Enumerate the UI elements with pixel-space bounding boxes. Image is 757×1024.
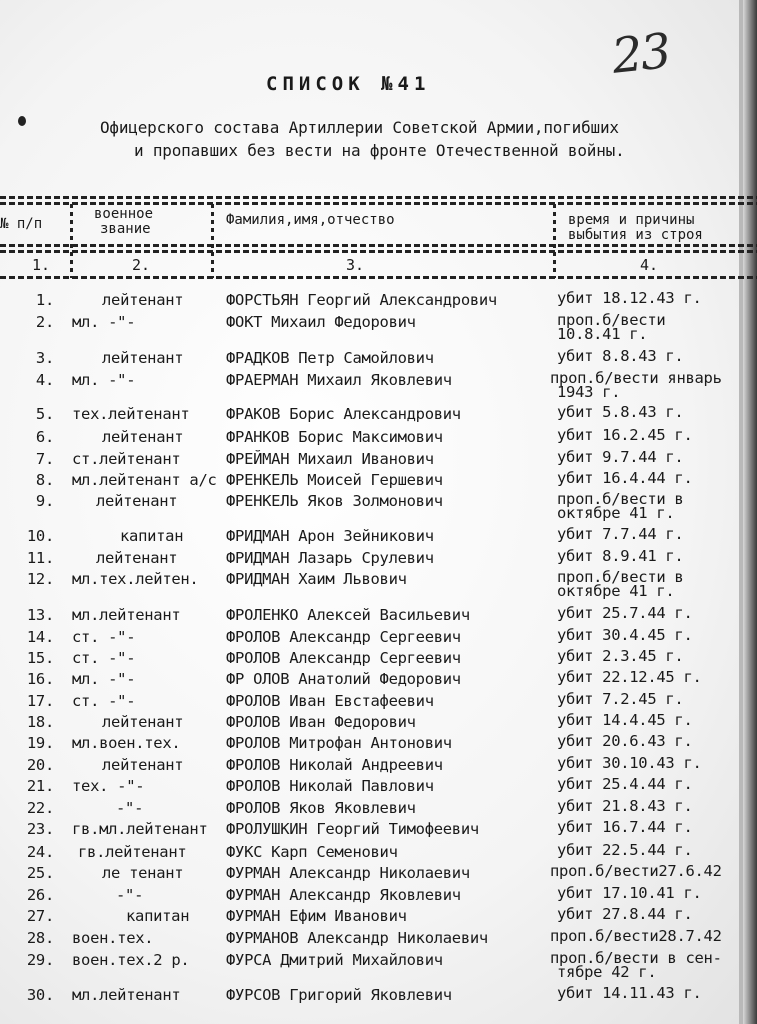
row-full-name: ФРОЛОВ Иван Евстафеевич [226,692,434,710]
column-separator-3 [553,204,556,278]
row-fate: убит 9.7.44 г. [557,448,684,466]
row-rank: мл.лейтенант [72,986,181,1004]
row-number: 29. [26,951,54,969]
list-row [0,606,757,626]
column-separator-1 [70,204,73,278]
row-full-name: ФРАНКОВ Борис Максимович [226,428,443,446]
row-rank: воен.тех. [72,929,154,947]
column-number-1: 1. [32,256,51,274]
row-rank: лейтенант [102,756,184,774]
list-row [0,670,757,690]
list-row [0,886,757,906]
row-rank: мл.тех.лейтен. [72,570,199,588]
row-full-name: ФРОЛОВ Яков Яковлевич [226,799,416,817]
row-fate-continued: октябре 41 г. [557,582,675,600]
row-full-name: ФРАЕРМАН Михаил Яковлевич [226,371,452,389]
row-rank: ле тенант [102,864,184,882]
list-row [0,734,757,754]
row-rank: лейтенант [102,428,184,446]
row-full-name: ФУРСА Дмитрий Михайлович [226,951,443,969]
handwritten-page-number: 23 [609,23,672,85]
row-full-name: ФРОЛОВ Иван Федорович [226,713,416,731]
list-row [0,692,757,712]
row-fate: убит 8.9.41 г. [557,547,684,565]
row-rank: лейтенант [102,349,184,367]
row-fate-continued: 1943 г. [557,383,621,401]
row-fate: убит 5.8.43 г. [557,403,684,421]
row-number: 23. [26,820,54,838]
row-full-name: ФУРСОВ Григорий Яковлевич [226,986,452,1004]
row-number: 18. [26,713,54,731]
list-row [0,777,757,797]
header-rule-mid [0,244,757,247]
row-fate: убит 8.8.43 г. [557,347,684,365]
row-rank: гв.мл.лейтенант [72,820,208,838]
row-number: 13. [26,606,54,624]
row-rank: ст. -"- [72,649,136,667]
row-fate: убит 2.3.45 г. [557,647,684,665]
row-fate: проп.б/вести28.7.42 [550,927,722,945]
row-fate: убит 27.8.44 г. [557,905,693,923]
row-fate: проп.б/вести в [557,490,684,508]
row-rank: воен.тех.2 р. [72,951,190,969]
list-row [0,843,757,863]
row-full-name: ФРИДМАН Лазарь Срулевич [226,549,434,567]
row-full-name: ФРАДКОВ Петр Самойлович [226,349,434,367]
row-full-name: ФРОЛОВ Николай Павлович [226,777,434,795]
row-number: 17. [26,692,54,710]
column-number-2: 2. [132,256,151,274]
row-full-name: ФРОЛОВ Александр Сергеевич [226,649,461,667]
list-row [0,349,757,369]
row-rank: капитан [126,907,190,925]
header-rank-line-1: военное [94,206,154,222]
row-number: 12. [26,570,54,588]
row-rank: мл. -"- [72,670,136,688]
list-row [0,568,757,600]
list-title: СПИСОК №41 [266,73,431,95]
row-full-name: ФРИДМАН Арон Зейникович [226,527,434,545]
list-row [0,649,757,669]
row-fate: убит 30.4.45 г. [557,626,693,644]
row-full-name: ФРОЛОВ Николай Андреевич [226,756,443,774]
list-row [0,291,757,311]
row-number: 16. [26,670,54,688]
row-full-name: ФОРСТЬЯН Георгий Александрович [226,291,497,309]
row-fate-continued: тябре 42 г. [557,963,657,981]
row-rank: гв.лейтенант [78,843,187,861]
header-rule-top [0,196,757,199]
row-number: 14. [26,628,54,646]
row-rank: ст. -"- [72,628,136,646]
list-row [0,820,757,840]
row-fate: убит 21.8.43 г. [557,797,693,815]
row-rank: -"- [116,886,144,904]
row-rank: тех. -"- [72,777,145,795]
row-rank: мл.лейтенант [72,606,181,624]
row-number: 3. [35,349,54,367]
list-row [0,907,757,927]
row-number: 6. [35,428,54,446]
list-row [0,713,757,733]
row-fate: убит 25.7.44 г. [557,604,693,622]
row-fate: проп.б/вести в сен- [550,949,722,967]
list-row [0,450,757,470]
row-rank: мл. -"- [72,313,136,331]
row-rank: ст.лейтенант [72,450,181,468]
row-rank: капитан [120,527,184,545]
column-number-3: 3. [346,256,365,274]
row-full-name: ФОКТ Михаил Федорович [226,313,416,331]
row-full-name: ФРЕНКЕЛЬ Моисей Гершевич [226,471,443,489]
row-number: 27. [26,907,54,925]
list-row [0,369,757,401]
row-fate: убит 16.2.45 г. [557,426,693,444]
row-rank: мл.воен.тех. [72,734,181,752]
header-fate-line-2: выбытия из строя [568,227,703,243]
punch-hole-mark [18,116,26,126]
subtitle-line-1: Офицерского состава Артиллерии Советской Армии,погибших [100,118,619,137]
row-fate: убит 7.2.45 г. [557,690,684,708]
list-row [0,428,757,448]
list-row [0,549,757,569]
header-number: № п/п [0,216,43,232]
row-fate: проп.б/вести в [557,568,684,586]
list-row [0,311,757,343]
row-fate: убит 22.5.44 г. [557,841,693,859]
list-row [0,405,757,425]
list-row [0,864,757,884]
row-full-name: ФРОЛОВ Александр Сергеевич [226,628,461,646]
row-full-name: ФУРМАН Ефим Иванович [226,907,407,925]
row-number: 30. [26,986,54,1004]
row-rank: -"- [116,799,144,817]
row-number: 26. [26,886,54,904]
row-fate: убит 18.12.43 г. [557,289,702,307]
row-rank: мл. -"- [72,371,136,389]
list-row [0,929,757,949]
header-rule-top-2 [0,202,757,205]
row-number: 25. [26,864,54,882]
row-fate: убит 17.10.41 г. [557,884,702,902]
row-number: 15. [26,649,54,667]
row-rank: лейтенант [102,291,184,309]
row-number: 7. [35,450,54,468]
row-fate: проп.б/вести январь [550,369,722,387]
row-full-name: ФРЕЙМАН Михаил Иванович [226,450,434,468]
row-rank: ст. -"- [72,692,136,710]
row-fate: убит 14.11.43 г. [557,984,702,1002]
list-row [0,471,757,491]
row-fate: проп.б/вести27.6.42 [550,862,722,880]
header-rank-line-2: звание [100,221,151,237]
list-row [0,756,757,776]
row-fate: проп.б/вести [557,311,666,329]
subtitle-line-2: и пропавших без вести на фронте Отечественной войны. [134,141,625,160]
column-separator-2 [211,204,214,278]
list-row [0,949,757,981]
row-full-name: ФРЕНКЕЛЬ Яков Золмонович [226,492,443,510]
row-number: 22. [26,799,54,817]
row-fate-continued: 10.8.41 г. [557,325,648,343]
row-rank: лейтенант [102,713,184,731]
row-number: 2. [35,313,54,331]
row-full-name: ФУКС Карп Семенович [226,843,398,861]
row-number: 9. [35,492,54,510]
list-row [0,799,757,819]
list-row [0,628,757,648]
row-number: 1. [35,291,54,309]
header-rule-mid-2 [0,250,757,253]
row-number: 24. [26,843,54,861]
row-full-name: ФРОЛУШКИН Георгий Тимофеевич [226,820,479,838]
row-number: 8. [35,471,54,489]
row-rank: лейтенант [96,549,178,567]
row-full-name: ФУРМАНОВ Александр Николаевич [226,929,488,947]
row-fate: убит 30.10.43 г. [557,754,702,772]
row-fate: убит 16.7.44 г. [557,818,693,836]
row-full-name: ФРОЛЕНКО Алексей Васильевич [226,606,470,624]
row-fate: убит 22.12.45 г. [557,668,702,686]
row-number: 10. [26,527,54,545]
list-row [0,490,757,522]
row-rank: лейтенант [96,492,178,510]
row-full-name: ФРОЛОВ Митрофан Антонович [226,734,452,752]
row-number: 28. [26,929,54,947]
row-number: 19. [26,734,54,752]
row-fate: убит 16.4.44 г. [557,469,693,487]
row-full-name: ФУРМАН Александр Яковлевич [226,886,461,904]
row-number: 21. [26,777,54,795]
row-full-name: ФРИДМАН Хаим Львович [226,570,407,588]
row-full-name: ФУРМАН Александр Николаевич [226,864,470,882]
header-rule-bottom [0,276,757,279]
row-fate: убит 7.7.44 г. [557,525,684,543]
header-name: Фамилия,имя,отчество [226,212,395,228]
row-fate: убит 20.6.43 г. [557,732,693,750]
row-rank: тех.лейтенант [72,405,190,423]
header-fate-line-1: время и причины [568,212,695,228]
list-row [0,986,757,1006]
list-row [0,527,757,547]
row-fate-continued: октябре 41 г. [557,504,675,522]
row-full-name: ФРАКОВ Борис Александрович [226,405,461,423]
row-number: 5. [35,405,54,423]
row-fate: убит 14.4.45 г. [557,711,693,729]
row-fate: убит 25.4.44 г. [557,775,693,793]
row-full-name: ФР ОЛОВ Анатолий Федорович [226,670,461,688]
row-number: 4. [35,371,54,389]
row-number: 11. [26,549,54,567]
row-number: 20. [26,756,54,774]
row-rank: мл.лейтенант а/с [72,471,217,489]
column-number-4: 4. [640,256,659,274]
